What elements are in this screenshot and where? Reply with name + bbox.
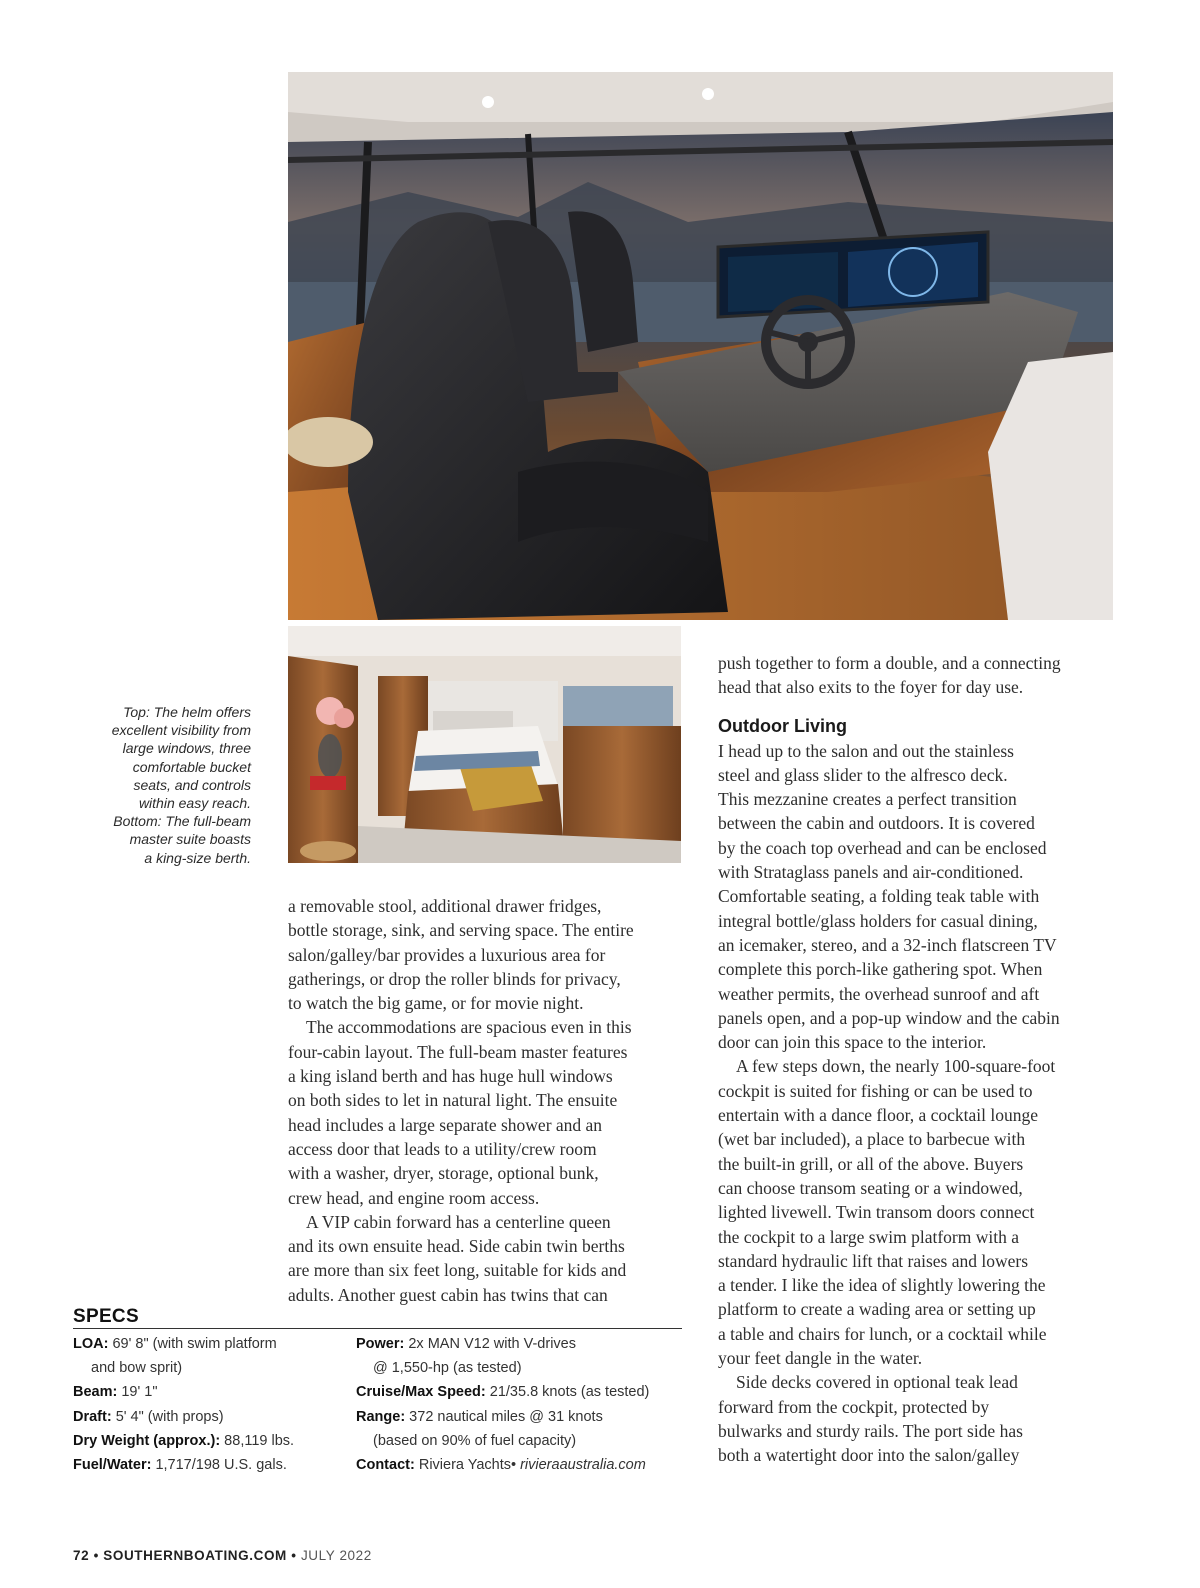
issue-date: JULY 2022 bbox=[300, 1548, 372, 1563]
spec-label: LOA: bbox=[73, 1336, 109, 1352]
spec-value: 19' 1" bbox=[117, 1384, 158, 1401]
caption-line: comfortable bucket bbox=[132, 758, 251, 775]
bullet-separator: • bbox=[510, 1457, 521, 1474]
specs-title: SPECS bbox=[73, 1306, 139, 1327]
body-line: gatherings, or drop the roller blinds for privacy, bbox=[288, 968, 621, 989]
body-line: bulwarks and sturdy rails. The port side has bbox=[718, 1420, 1023, 1441]
specs-right-column bbox=[356, 1332, 649, 1477]
footer-separator: • bbox=[89, 1548, 104, 1563]
body-line: I head up to the salon and out the stainless bbox=[718, 740, 1014, 761]
caption-line: within easy reach. bbox=[138, 795, 251, 812]
spec-value: 21/35.8 knots (as tested) bbox=[485, 1384, 650, 1401]
body-line: platform to create a wading area or setting up bbox=[718, 1299, 1036, 1320]
body-line: bottle storage, sink, and serving space. The entire bbox=[288, 920, 634, 941]
body-line: Comfortable seating, a folding teak table with bbox=[718, 886, 1040, 907]
master-suite-illustration bbox=[288, 626, 681, 863]
page-number: 72 bbox=[73, 1548, 90, 1563]
caption-line: a king-size berth. bbox=[144, 849, 251, 866]
body-line: (wet bar included), a place to barbecue with bbox=[718, 1129, 1026, 1150]
specs-divider bbox=[73, 1328, 682, 1329]
spec-power bbox=[356, 1332, 649, 1356]
spec-speed bbox=[356, 1380, 649, 1404]
article-column-middle bbox=[288, 894, 688, 1307]
photo-caption bbox=[60, 703, 251, 867]
spec-value: 2x MAN V12 with V-drives bbox=[404, 1336, 576, 1352]
body-line: crew head, and engine room access. bbox=[288, 1187, 540, 1208]
spec-value: 88,119 lbs. bbox=[220, 1432, 295, 1449]
spec-draft bbox=[73, 1405, 294, 1429]
body-line: entertain with a dance floor, a cocktail lounge bbox=[718, 1105, 1038, 1126]
body-line: on both sides to let in natural light. The ensuite bbox=[288, 1090, 618, 1111]
spec-value: 5' 4" (with props) bbox=[111, 1408, 224, 1425]
spec-label: Contact: bbox=[356, 1457, 415, 1474]
spec-dry-weight bbox=[73, 1429, 294, 1453]
page-footer bbox=[73, 1548, 372, 1563]
caption-line: seats, and controls bbox=[133, 776, 251, 793]
spec-beam bbox=[73, 1380, 294, 1404]
body-line: are more than six feet long, suitable for kids and bbox=[288, 1260, 627, 1281]
section-heading: Outdoor Living bbox=[718, 715, 847, 736]
body-line: forward from the cockpit, protected by bbox=[718, 1396, 990, 1417]
body-line: lighted livewell. Twin transom doors connect bbox=[718, 1202, 1035, 1223]
body-line: an icemaker, stereo, and a 32-inch flatscreen TV bbox=[718, 934, 1057, 955]
spec-value: Riviera Yachts bbox=[414, 1457, 511, 1474]
body-line: the built-in grill, or all of the above. Buyers bbox=[718, 1153, 1024, 1174]
caption-line: Bottom: The full-beam bbox=[113, 813, 251, 830]
body-line: steel and glass slider to the alfresco deck. bbox=[718, 764, 1008, 785]
body-line: push together to form a double, and a connecting bbox=[718, 653, 1061, 673]
body-line: to watch the big game, or for movie night. bbox=[288, 993, 584, 1014]
body-line: The accommodations are spacious even in this bbox=[306, 1017, 632, 1038]
body-line: a removable stool, additional drawer fridges, bbox=[288, 896, 602, 916]
spec-value: 372 nautical miles @ 31 knots bbox=[405, 1408, 603, 1425]
helm-photo bbox=[288, 72, 1113, 620]
contact-link[interactable]: rivieraaustralia.com bbox=[520, 1457, 646, 1474]
body-line: door can join this space to the interior. bbox=[718, 1032, 987, 1053]
spec-loa bbox=[73, 1332, 294, 1356]
spec-power-cont: @ 1,550-hp (as tested) bbox=[373, 1360, 522, 1377]
spec-label: Draft: bbox=[73, 1408, 112, 1425]
body-line: access door that leads to a utility/crew room bbox=[288, 1138, 597, 1159]
body-line: A VIP cabin forward has a centerline queen bbox=[306, 1211, 611, 1232]
spec-value: 69' 8" (with swim platform bbox=[108, 1336, 277, 1352]
spec-range bbox=[356, 1405, 649, 1429]
caption-line: master suite boasts bbox=[129, 831, 251, 848]
spec-label: Dry Weight (approx.): bbox=[73, 1432, 221, 1449]
body-line: your feet dangle in the water. bbox=[718, 1348, 923, 1369]
caption-line: excellent visibility from bbox=[111, 722, 251, 739]
body-line: the cockpit to a large swim platform with a bbox=[718, 1226, 1019, 1247]
body-line: and its own ensuite head. Side cabin twin berths bbox=[288, 1236, 625, 1257]
spec-label: Beam: bbox=[73, 1384, 118, 1401]
helm-illustration bbox=[288, 72, 1113, 620]
spec-range-cont: (based on 90% of fuel capacity) bbox=[373, 1432, 577, 1449]
body-line: four-cabin layout. The full-beam master features bbox=[288, 1041, 628, 1062]
body-line: A few steps down, the nearly 100-square-foot bbox=[736, 1056, 1056, 1077]
spec-value: 1,717/198 U.S. gals. bbox=[151, 1457, 287, 1474]
spec-fuel-water bbox=[73, 1453, 294, 1477]
caption-line: Top: The helm offers bbox=[123, 704, 251, 720]
body-line: by the coach top overhead and can be enclosed bbox=[718, 837, 1047, 858]
body-line: complete this porch-like gathering spot. When bbox=[718, 959, 1043, 980]
body-line: head includes a large separate shower and an bbox=[288, 1114, 603, 1135]
body-line: between the cabin and outdoors. It is covered bbox=[718, 813, 1035, 834]
body-line: weather permits, the overhead sunroof and aft bbox=[718, 983, 1040, 1004]
body-line: with Strataglass panels and air-conditioned. bbox=[718, 862, 1024, 883]
body-line: integral bottle/glass holders for casual dining, bbox=[718, 910, 1038, 931]
body-line: a table and chairs for lunch, or a cocktail while bbox=[718, 1323, 1047, 1344]
spec-loa-cont: and bow sprit) bbox=[91, 1360, 183, 1377]
site-name: SOUTHERNBOATING.COM bbox=[103, 1548, 287, 1563]
spec-label: Cruise/Max Speed: bbox=[356, 1384, 486, 1401]
body-line: standard hydraulic lift that raises and lowers bbox=[718, 1250, 1029, 1271]
spec-label: Fuel/Water: bbox=[73, 1457, 152, 1474]
caption-line: large windows, three bbox=[122, 740, 251, 757]
body-line: head that also exits to the foyer for day use. bbox=[718, 677, 1024, 698]
spec-contact bbox=[356, 1453, 649, 1477]
body-line: with a washer, dryer, storage, optional bunk, bbox=[288, 1163, 599, 1184]
body-line: adults. Another guest cabin has twins that can bbox=[288, 1284, 608, 1305]
body-line: a tender. I like the idea of slightly lowering the bbox=[718, 1275, 1046, 1296]
body-line: can choose transom seating or a windowed, bbox=[718, 1177, 1023, 1198]
body-line: This mezzanine creates a perfect transition bbox=[718, 789, 1017, 810]
footer-separator: • bbox=[286, 1548, 301, 1563]
article-column-right bbox=[718, 651, 1118, 1468]
section-gap bbox=[718, 700, 1118, 714]
master-suite-photo bbox=[288, 626, 681, 863]
body-line: cockpit is suited for fishing or can be used to bbox=[718, 1080, 1033, 1101]
spec-label: Power: bbox=[356, 1336, 405, 1352]
body-line: panels open, and a pop-up window and the cabin bbox=[718, 1007, 1060, 1028]
spec-label: Range: bbox=[356, 1408, 406, 1425]
body-line: Side decks covered in optional teak lead bbox=[736, 1372, 1018, 1393]
body-line: a king island berth and has huge hull windows bbox=[288, 1066, 613, 1087]
body-line: salon/galley/bar provides a luxurious area for bbox=[288, 944, 606, 965]
body-line: both a watertight door into the salon/galley bbox=[718, 1445, 1020, 1466]
specs-left-column bbox=[73, 1332, 294, 1477]
